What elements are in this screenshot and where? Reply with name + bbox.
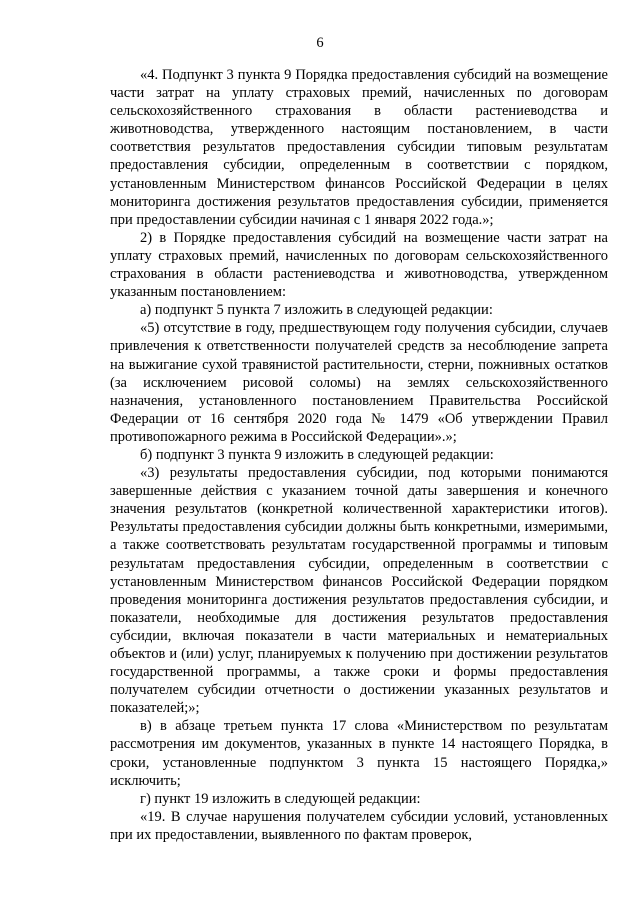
paragraph-subitem-g: г) пункт 19 изложить в следующей редакции: xyxy=(140,790,421,807)
paragraph-subitem-v: в) в абзаце третьем пункта 17 слова «Министерством по результатам рассмотрения им документов, указанных в пункте 14 настоящего Порядка, в сроки, установленные подпунктом 3 пункта 15 настоящего Порядка,» исключить; xyxy=(110,718,608,789)
paragraph-subitem-a: а) подпункт 5 пункта 7 изложить в следующей редакции: xyxy=(140,302,493,319)
paragraph-subitem-3-text: «3) результаты предоставления субсидии, под которыми понимаются завершенные действия с указанием точной даты завершения и конечного значения результатов (конкретной количественной характеристики итогов). Результаты предоставления субсидии должны быть конкретными, измеримыми, а также соответствовать результатам государственной программы и типовым результатам предоставления субсидии, определенным в соответствии с установленным Министерством финансов Российской Федерации порядком проведения мониторинга достижения результатов предоставления субсидии, и показатели, необходимые для достижения результатов предоставления субсидии, включая показатели в части материальных и нематериальных объектов и (или) услуг, планируемых к получению при достижении результатов государственной программы, а также сроки и формы предоставления получателем субсидии отчетности о достижении указанных результатов и показателей;»; xyxy=(110,465,608,717)
paragraph-subitem-5-text: «5) отсутствие в году, предшествующем году получения субсидии, случаев привлечения к ответственности получателей средств за несоблюдение запрета на выжигание сухой травянистой растительности, стерни, пожнивных остатков (за исключением рисовой соломы) на землях сельскохозяйственного назначения, установленного постановлением Правительства Российской Федерации от 16 сентября 2020 года № 1479 «Об утверждении Правил противопожарного режима в Российской Федерации».»; xyxy=(110,320,608,445)
page-number: 6 xyxy=(316,35,324,51)
document-body xyxy=(110,66,608,844)
paragraph-item-2-order: 2) в Порядке предоставления субсидий на возмещение части затрат на уплату страховых премий, начисленных по договорам сельскохозяйственного страхования в области растениеводства и животноводства, утвержденном указанным постановлением: xyxy=(110,229,608,301)
paragraph-item-19-text: «19. В случае нарушения получателем субсидии условий, установленных при их предоставлении, выявленного по фактам проверок, xyxy=(110,808,608,843)
paragraph-subitem-b: б) подпункт 3 пункта 9 изложить в следующей редакции: xyxy=(140,446,494,463)
paragraph-item-4-amendment: «4. Подпункт 3 пункта 9 Порядка предоставления субсидий на возмещение части затрат на уплату страховых премий, начисленных по договорам сельскохозяйственного страхования в области растениеводства и животноводства, утвержденного настоящим постановлением, в части соответствия результатов предоставления субсидии типовым результатам предоставления субсидии, определенным в соответствии с порядком, установленным Министерством финансов Российской Федерации в целях мониторинга достижения результатов предоставления субсидии, применяется при предоставлении субсидии начиная с 1 января 2022 года.»; xyxy=(110,67,608,228)
